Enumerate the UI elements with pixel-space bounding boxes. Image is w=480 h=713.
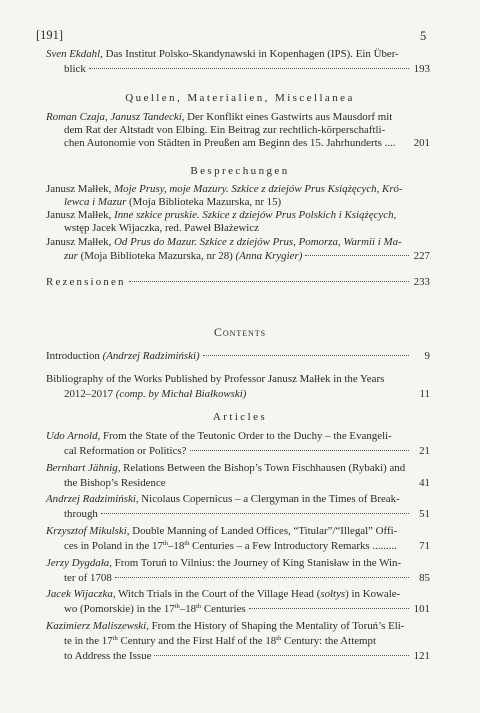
article-entry-wijaczka-line1: Jacek Wijaczka, Witch Trials in the Court of the Village Head (sołtys) in Kowale- <box>46 588 401 600</box>
section-heading-besprechungen: Besprechungen <box>190 165 290 177</box>
article-entry-radziminski-line2: through 51 <box>64 508 430 520</box>
toc-entry-bibliography-line2: 2012–2017 (comp. by Michał Białkowski) 11 <box>64 388 430 400</box>
page-ref: 21 <box>419 445 430 457</box>
page-ref: 101 <box>413 603 430 615</box>
article-entry-mikulski-line1: Krzysztof Mikulski, Double Manning of Landed Offices, “Titular”/“Illegal” Offi- <box>46 525 398 537</box>
page-ref: 11 <box>419 388 430 400</box>
toc-entry-czaja-line2: dem Rat der Altstadt von Elbing. Ein Beitrag zur rechtlich-körperschaftli- <box>64 124 386 136</box>
page-number-bracketed: [191] <box>36 28 64 42</box>
article-entry-maliszewski-line1: Kazimierz Maliszewski, From the History of Shaping the Mentality of Toruń’s Eli- <box>46 620 405 632</box>
review-entry-2-line1: Janusz Małłek, Inne szkice pruskie. Szkice z dziejów Prus Polskich i Książęcych, <box>46 209 397 221</box>
toc-entry-introduction: Introduction (Andrzej Radzimiński) 9 <box>46 350 430 362</box>
article-entry-jahnig-line2: the Bishop’s Residence 41 <box>64 477 430 489</box>
article-entry-dygdala-line1: Jerzy Dygdała, From Toruń to Vilnius: the Journey of King Stanisław in the Win- <box>46 557 402 569</box>
article-entry-maliszewski-line3: to Address the Issue 121 <box>64 650 430 662</box>
section-heading-articles: Articles <box>212 411 268 423</box>
page-ref: 9 <box>424 350 430 362</box>
page-ref: 201 <box>413 137 430 149</box>
page-ref: 121 <box>413 650 430 662</box>
rezensionen-entry: Rezensionen 233 <box>46 276 430 288</box>
review-entry-3-line1: Janusz Małłek, Od Prus do Mazur. Szkice z dziejów Prus, Pomorza, Warmii i Ma- <box>46 236 402 248</box>
review-entry-2-line2: wstęp Jacek Wijaczka, red. Paweł Błażewicz <box>64 222 259 234</box>
page-number: 5 <box>420 29 427 43</box>
contents-heading: Contents <box>213 325 267 339</box>
article-entry-dygdala-line2: ter of 1708 85 <box>64 572 430 584</box>
toc-entry-czaja-line1: Roman Czaja, Janusz Tandecki, Der Konflikt eines Gastwirts aus Mausdorf mit <box>46 111 393 123</box>
toc-entry-czaja-line3: chen Autonomie von Städten in Preußen am Beginn des 15. Jahrhunderts .... <box>64 137 396 149</box>
toc-entry-bibliography-line1: Bibliography of the Works Published by Professor Janusz Małłek in the Years <box>46 373 385 385</box>
review-entry-3-line2: zur (Moja Biblioteka Mazurska, nr 28) (Anna Krygier) 227 <box>64 250 430 262</box>
article-entry-arnold-line2: cal Reformation or Politics? 21 <box>64 445 430 457</box>
page-ref: 233 <box>413 276 430 288</box>
article-entry-radziminski-line1: Andrzej Radzimiński, Nicolaus Copernicus – a Clergyman in the Times of Break- <box>46 493 400 505</box>
page-ref: 41 <box>419 477 430 489</box>
page-ref: 193 <box>413 63 430 75</box>
page-ref: 51 <box>419 508 430 520</box>
page-ref: 227 <box>413 250 430 262</box>
article-entry-wijaczka-line2: wo (Pomorskie) in the 17th–18th Centuries 101 <box>64 603 430 615</box>
review-entry-1-line2: lewca i Mazur (Moja Biblioteka Mazurska, nr 15) <box>64 196 282 208</box>
toc-entry-ekdahl-line1: Sven Ekdahl, Das Institut Polsko-Skandynawski in Kopenhagen (IPS). Ein Über- <box>46 48 399 60</box>
article-entry-mikulski-line2: ces in Poland in the 17th–18th Centuries – a Few Introductory Remarks ......... 71 <box>64 540 430 552</box>
article-entry-maliszewski-line2: te in the 17th Century and the First Half of the 18th Century: the Attempt <box>64 635 377 647</box>
article-entry-arnold-line1: Udo Arnold, From the State of the Teutonic Order to the Duchy – the Evangeli- <box>46 430 392 442</box>
toc-entry-ekdahl-line2: blick 193 <box>64 63 430 75</box>
section-heading-quellen: Quellen, Materialien, Miscellanea <box>125 92 355 104</box>
review-entry-1-line1: Janusz Małłek, Moje Prusy, moje Mazury. Szkice z dziejów Prus Książęcych, Kró- <box>46 183 403 195</box>
article-entry-jahnig-line1: Bernhart Jähnig, Relations Between the Bishop’s Town Fischhausen (Rybaki) and <box>46 462 406 474</box>
page-ref: 71 <box>419 540 430 552</box>
page-ref: 85 <box>419 572 430 584</box>
